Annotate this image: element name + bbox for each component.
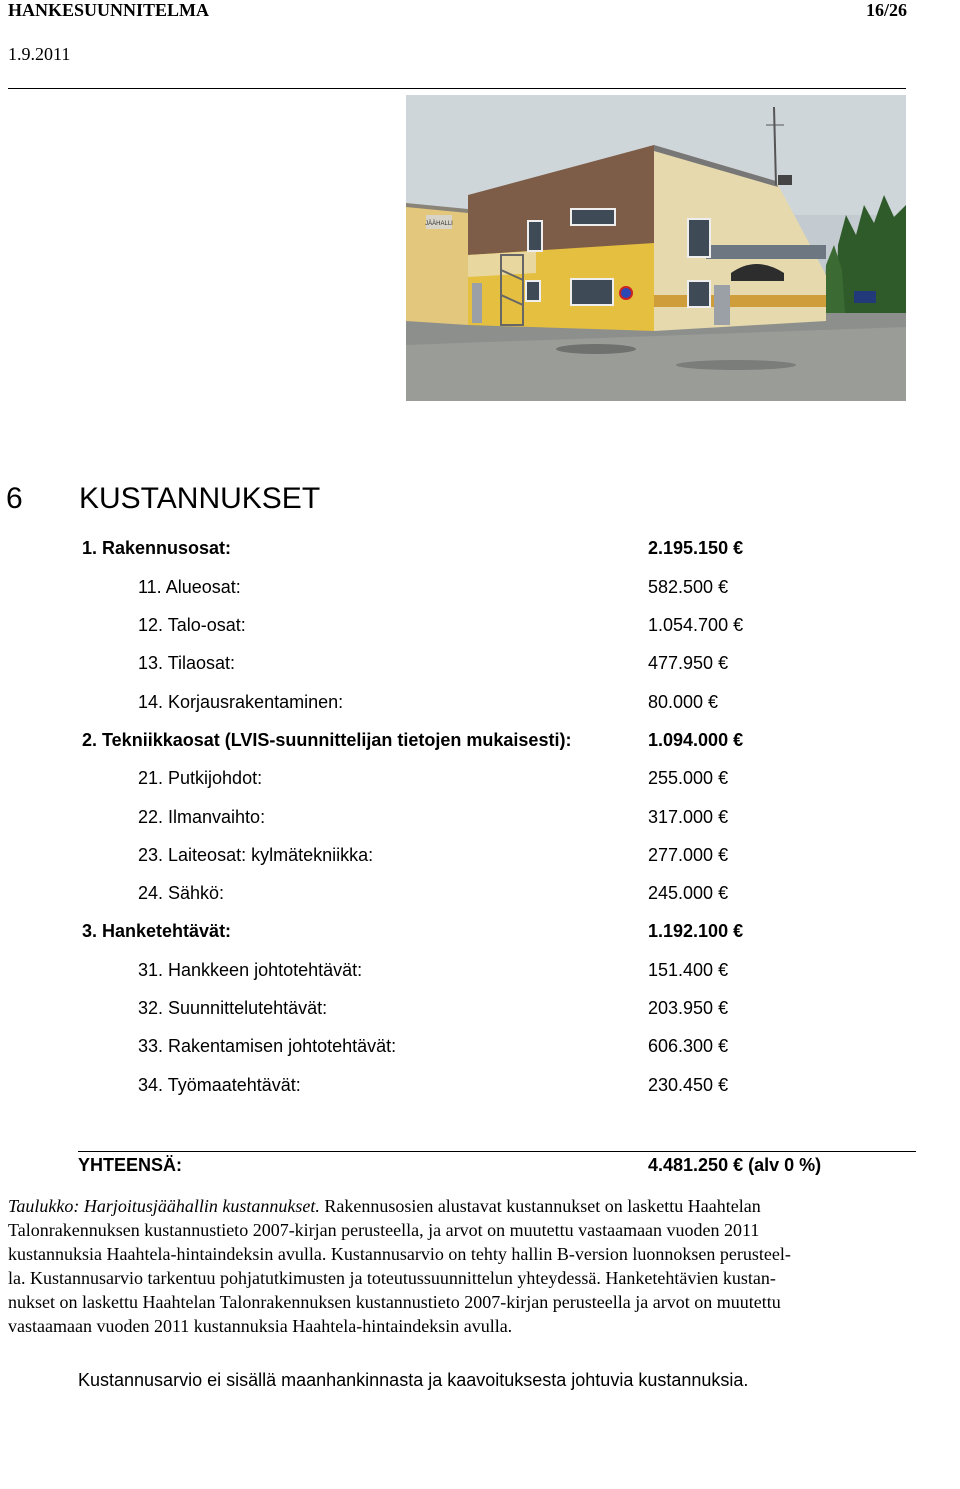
- cost-row-label: 14. Korjausrakentaminen:: [138, 692, 344, 712]
- cost-row-value: 1.192.100 €: [648, 921, 744, 941]
- cost-row-value: 203.950 €: [648, 998, 729, 1018]
- cost-row-label: 31. Hankkeen johtotehtävät:: [138, 960, 363, 980]
- cost-row-label: 12. Talo-osat:: [138, 615, 246, 635]
- cost-row-label: 11. Alueosat:: [138, 577, 241, 597]
- table-caption: [8, 1194, 908, 1338]
- caption-text: kustannuksia Haahtela-hintaindeksin avulla. Kustannusarvio on tehty hallin B-version luonnoksen perusteel-: [8, 1244, 791, 1264]
- total-rule: [78, 1151, 916, 1152]
- cost-row-value: 606.300 €: [648, 1036, 729, 1056]
- cost-row-label: 23. Laiteosat: kylmätekniikka:: [138, 845, 374, 865]
- cost-row-label: 1. Rakennusosat:: [82, 538, 232, 558]
- caption-text: vastaamaan vuoden 2011 kustannuksia Haahtela-hintaindeksin avulla.: [8, 1316, 513, 1336]
- total-value: 4.481.250 € (alv 0 %): [648, 1155, 822, 1175]
- cost-row-value: 317.000 €: [648, 807, 729, 827]
- cost-row-value: 1.054.700 €: [648, 615, 744, 635]
- building-photo: [406, 95, 906, 401]
- caption-text: Rakennusosien alustavat kustannukset on laskettu Haahtelan: [319, 1196, 761, 1216]
- caption-text: la. Kustannusarvio tarkentuu pohjatutkimusten ja toteutussuunnittelun yhteydessä. Hanketehtävien kustan-: [8, 1268, 776, 1288]
- svg-text:JÄÄHALLI: JÄÄHALLI: [425, 221, 453, 227]
- cost-row-value: 477.950 €: [648, 653, 729, 673]
- total-label: YHTEENSÄ:: [78, 1155, 183, 1175]
- cost-row-label: 2. Tekniikkaosat (LVIS-suunnittelijan tietojen mukaisesti):: [82, 730, 572, 750]
- cost-row-label: 21. Putkijohdot:: [138, 768, 263, 788]
- caption-title: Taulukko: Harjoitusjäähallin kustannukset.: [8, 1196, 320, 1216]
- cost-row-value: 151.400 €: [648, 960, 729, 980]
- cost-row-label: 3. Hanketehtävät:: [82, 921, 232, 941]
- cost-row-value: 2.195.150 €: [648, 538, 744, 558]
- cost-row-label: 13. Tilaosat:: [138, 653, 236, 673]
- document-title: HANKESUUNNITELMA: [8, 0, 210, 20]
- cost-row-label: 22. Ilmanvaihto:: [138, 807, 266, 827]
- cost-row-value: 582.500 €: [648, 577, 729, 597]
- caption-text: Talonrakennuksen kustannustieto 2007-kirjan perusteella, ja arvot on muutettu vastaamaan vuoden 2011: [8, 1220, 760, 1240]
- header-rule: [8, 88, 906, 89]
- section-number: 6: [6, 482, 23, 515]
- cost-row-value: 80.000 €: [648, 692, 719, 712]
- cost-row-value: 230.450 €: [648, 1075, 729, 1095]
- page-number: 16/26: [866, 0, 908, 20]
- cost-row-value: 255.000 €: [648, 768, 729, 788]
- cost-row-value: 277.000 €: [648, 845, 729, 865]
- section-title: KUSTANNUKSET: [79, 482, 321, 515]
- caption-text: nukset on laskettu Haahtelan Talonrakennuksen kustannustieto 2007-kirjan perusteella ja arvot on muutettu: [8, 1292, 781, 1312]
- cost-row-label: 24. Sähkö:: [138, 883, 225, 903]
- cost-row-value: 1.094.000 €: [648, 730, 744, 750]
- exclusion-note: Kustannusarvio ei sisällä maanhankinnasta ja kaavoituksesta johtuvia kustannuksia.: [78, 1370, 749, 1390]
- document-date: 1.9.2011: [8, 44, 71, 64]
- cost-row-label: 34. Työmaatehtävät:: [138, 1075, 301, 1095]
- cost-row-label: 32. Suunnittelutehtävät:: [138, 998, 328, 1018]
- cost-row-label: 33. Rakentamisen johtotehtävät:: [138, 1036, 397, 1056]
- cost-row-value: 245.000 €: [648, 883, 729, 903]
